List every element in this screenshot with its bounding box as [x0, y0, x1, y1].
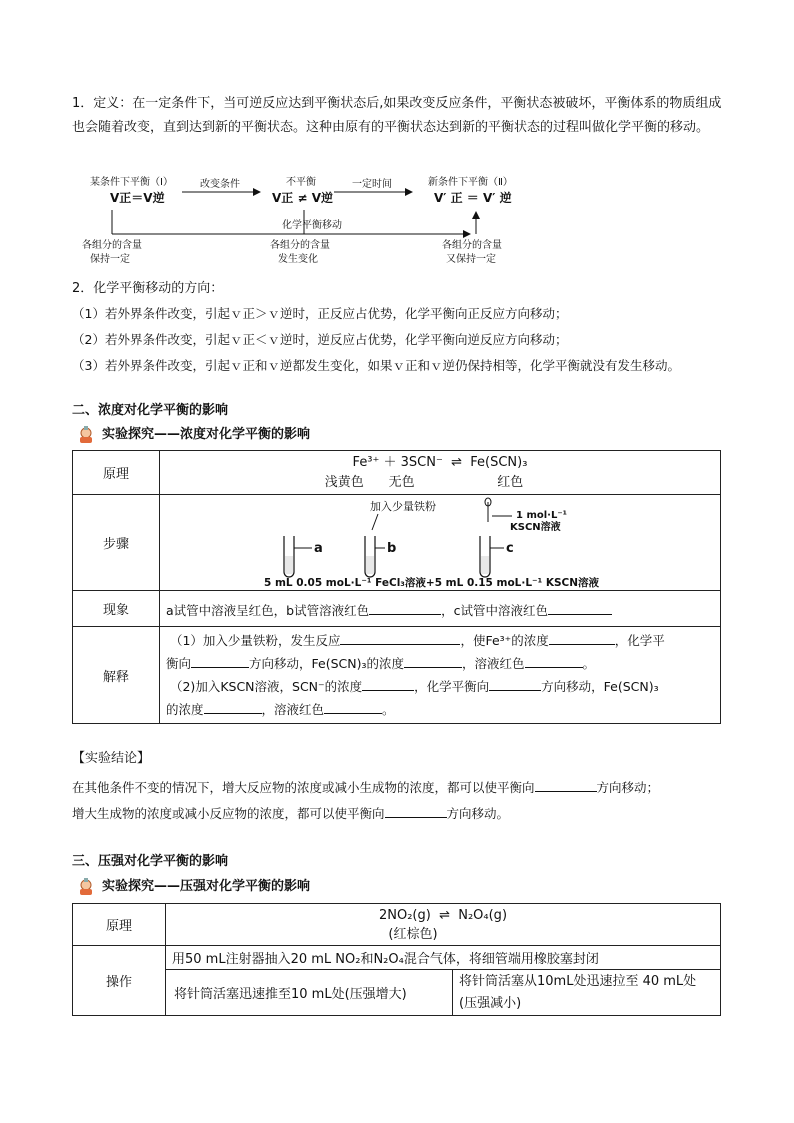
blank-fe-conc[interactable]	[549, 629, 615, 645]
principle-label: 原理	[73, 451, 160, 495]
blank-b-color[interactable]	[369, 599, 441, 615]
diagram-note3-line2: 又保持一定	[446, 254, 496, 265]
tube-a-label: a	[314, 540, 323, 556]
test-tube-b	[365, 536, 396, 577]
tube-c-label: c	[506, 540, 514, 556]
pressure-experiment-table	[72, 903, 721, 1016]
operation-row-2	[73, 970, 721, 1016]
direction-item-2: （2）若外界条件改变，引起ｖ正＜ｖ逆时，逆反应占优势，化学平衡向逆反应方向移动；	[72, 332, 568, 347]
explanation-row: 解释 （1）加入少量铁粉，发生反应 ，使Fe³⁺的浓度 ，化学平 衡向 方向移动，Fe(SCN)₃的浓度 ，溶液红色 。 （2)加入KSCN溶液，SCN⁻的浓度 ，化学平衡向 方向移动，Fe(SCN)₃ 的浓度 ，溶液红色 。	[73, 627, 721, 724]
diagram-state3-title: 新条件下平衡（Ⅱ）	[428, 177, 513, 188]
pressure-color: (红棕色)	[388, 926, 438, 942]
diagram-note2-line1: 各组分的含量	[270, 240, 330, 251]
principle-equation: Fe³⁺ ＋ 3SCN⁻ ⇌ Fe(SCN)₃	[352, 454, 528, 470]
conclusion-line-2: 增大生成物的浓度或减小反应物的浓度，都可以使平衡向 方向移动。	[72, 802, 509, 826]
diagram-state2-title: 不平衡	[286, 177, 316, 188]
concentration-experiment-table	[72, 450, 721, 724]
diagram-note1-line1: 各组分的含量	[82, 240, 142, 251]
flask-icon	[76, 425, 96, 445]
operation-pull: 将针筒活塞从10mL处迅速拉至 40 mL处(压强减小)	[453, 970, 721, 1016]
tube-b-label: b	[387, 540, 397, 556]
diagram-arrow2-label: 一定时间	[352, 179, 392, 190]
diagram-note3-line1: 各组分的含量	[442, 240, 502, 251]
phenomenon-label: 现象	[73, 591, 160, 627]
blank-red-2[interactable]	[324, 698, 382, 714]
definition-paragraph: 1．定义：在一定条件下，当可逆反应达到平衡状态后,如果改变反应条件，平衡状态被破坏，平衡体系的物质组成也会随着改变，直到达到新的平衡状态。这种由原有的平衡状态达到新的平衡状态的过程叫做化学平衡的移动。	[72, 96, 722, 135]
diagram-note2-line2: 发生变化	[278, 254, 318, 265]
explain-1a: （1）加入少量铁粉，发生反应	[169, 633, 341, 648]
pressure-principle-label: 原理	[73, 904, 166, 946]
test-tubes-illustration	[160, 496, 720, 590]
explanation-label: 解释	[73, 627, 160, 724]
section2-exp-title: 实验探究——浓度对化学平衡的影响	[102, 427, 311, 442]
blank-conclusion-1[interactable]	[535, 776, 597, 792]
pressure-equation: 2NO₂(g) ⇌ N₂O₄(g)	[378, 907, 508, 923]
operation-row-1	[73, 946, 721, 970]
diagram-arrow1-label: 改变条件	[200, 179, 240, 190]
diagram-state3-eq: V′ 正 ＝ V′ 逆	[434, 191, 512, 205]
blank-reaction[interactable]	[340, 629, 460, 645]
section3-exp-title: 实验探究——压强对化学平衡的影响	[102, 879, 311, 894]
diagram-state1-title: 某条件下平衡（Ⅰ）	[90, 177, 173, 188]
blank-direction-1[interactable]	[191, 652, 249, 668]
blank-conclusion-2[interactable]	[385, 802, 447, 818]
operation-push: 将针筒活塞迅速推至10 mL处(压强增大)	[166, 970, 453, 1016]
test-tube-a	[284, 536, 323, 577]
pressure-principle-row	[73, 904, 721, 946]
steps-row	[73, 495, 721, 591]
direction-title: 2．化学平衡移动的方向：	[72, 281, 224, 296]
direction-item-3: （3）若外界条件改变，引起ｖ正和ｖ逆都发生变化，如果ｖ正和ｖ逆仍保持相等，化学平衡就没有发生移动。	[72, 358, 680, 373]
diagram-state2-eq: V正 ≠ V逆	[272, 191, 333, 205]
diagram-state1-eq: V正＝V逆	[110, 191, 165, 205]
flask-icon	[76, 877, 96, 897]
principle-colors: 浅黄色 无色 红色	[324, 474, 524, 490]
add-kscn-line2: KSCN溶液	[510, 521, 561, 533]
blank-direction-2[interactable]	[489, 675, 541, 691]
section3-exp-title-row	[76, 875, 310, 899]
conclusion-title: 【实验结论】	[72, 751, 151, 766]
phenomenon-c: ，c试管中溶液红色	[441, 602, 548, 618]
steps-caption: 5 mL 0.05 moL·L⁻¹ FeCl₃溶液+5 mL 0.15 moL·L⁻¹ KSCN溶液	[264, 576, 600, 589]
blank-fescn-conc-1[interactable]	[404, 652, 462, 668]
blank-scn-conc[interactable]	[362, 675, 414, 691]
blank-c-color[interactable]	[548, 599, 612, 615]
direction-item-1: （1）若外界条件改变，引起ｖ正＞ｖ逆时，正反应占优势，化学平衡向正反应方向移动；	[72, 306, 568, 321]
equilibrium-shift-diagram	[72, 170, 542, 270]
conclusion-line-1: 在其他条件不变的情况下，增大反应物的浓度或减小生成物的浓度，都可以使平衡向 方向移动；	[72, 776, 659, 800]
phenomenon-a: a试管中溶液呈红色，b试管溶液红色	[166, 602, 370, 618]
section2-exp-title-row	[76, 423, 310, 447]
phenomenon-row	[73, 591, 721, 627]
section2-heading: 二、浓度对化学平衡的影响	[72, 403, 229, 418]
operation-label: 操作	[73, 946, 166, 1016]
steps-label: 步骤	[73, 495, 160, 591]
add-kscn-line1: 1 mol·L⁻¹	[516, 509, 567, 521]
blank-red-1[interactable]	[525, 652, 583, 668]
explain-2a: （2)加入KSCN溶液，SCN⁻的浓度	[169, 679, 363, 694]
operation-main: 用50 mL注射器抽入20 mL NO₂和N₂O₄混合气体，将细管端用橡胶塞封闭	[166, 946, 721, 970]
diagram-note1-line2: 保持一定	[90, 254, 130, 265]
add-iron-label: 加入少量铁粉	[370, 499, 436, 513]
test-tube-c	[480, 536, 514, 577]
blank-fescn-conc-2[interactable]	[204, 698, 262, 714]
diagram-shift-label: 化学平衡移动	[282, 220, 342, 231]
section3-heading: 三、压强对化学平衡的影响	[72, 854, 229, 869]
principle-row	[73, 451, 721, 495]
